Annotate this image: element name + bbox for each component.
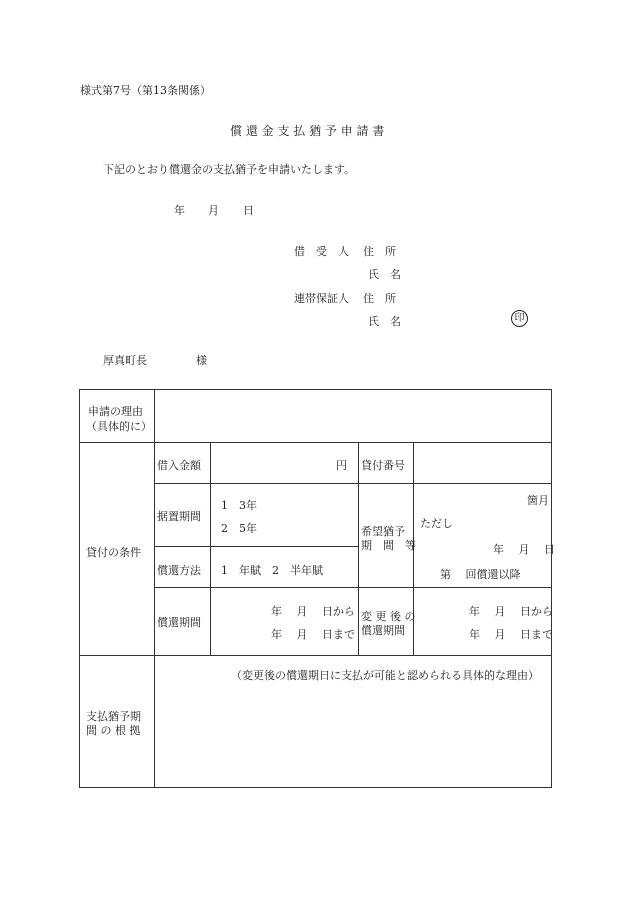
borrower-label: 借 受 人 (294, 245, 349, 258)
loan-amount-label: 借入金額 (157, 459, 201, 472)
grounds-label-2: 間 の 根 拠 (86, 724, 141, 737)
desired-date: 年 月 日 (493, 543, 555, 556)
guarantor-name-label: 氏 名 (368, 315, 401, 328)
seal-mark: 印 (511, 310, 528, 327)
yen-unit: 円 (336, 459, 347, 472)
borrower-address-label: 住 所 (363, 245, 396, 258)
repay-period-label: 償還期間 (157, 616, 201, 629)
repay-period-until: 年 月 日まで (271, 628, 355, 641)
intro-text: 下記のとおり償還金の支払猶予を申請いたします。 (103, 163, 356, 176)
date-day: 日 (243, 204, 254, 217)
tadashi-text: ただし (420, 517, 453, 530)
reason-label-1: 申請の理由 (88, 405, 143, 418)
loan-number-label: 貸付番号 (361, 459, 405, 472)
desired-label-2: 期 間 等 (361, 539, 416, 552)
changed-period-until: 年 月 日まで (469, 628, 553, 641)
deferment-label: 据置期間 (157, 510, 201, 523)
borrower-name-label: 氏 名 (368, 268, 401, 281)
changed-period-label-1: 変 更 後 の (361, 610, 416, 623)
loan-conditions-label: 貸付の条件 (86, 546, 141, 559)
changed-period-from: 年 月 日から (469, 605, 553, 618)
guarantor-address-label: 住 所 (363, 292, 396, 305)
changed-period-label-2: 償還期間 (361, 624, 405, 637)
deferment-option-1: 1 3年 (221, 499, 257, 512)
repay-method-options: 1 年賦 2 半年賦 (221, 564, 323, 577)
repay-method-label: 償還方法 (157, 564, 201, 577)
desired-label-1: 希望猶予 (361, 525, 405, 538)
guarantor-label: 連帯保証人 (294, 292, 349, 305)
page-title: 償 還 金 支 払 猶 予 申 請 書 (230, 124, 385, 138)
date-year: 年 (174, 204, 185, 217)
grounds-note: （変更後の償還期日に支払が可能と認められる具体的な理由） (231, 669, 539, 682)
repay-period-from: 年 月 日から (271, 605, 355, 618)
grounds-label-1: 支払猶予期 (86, 710, 141, 723)
date-month: 月 (208, 204, 219, 217)
reason-label-2: （具体的に） (86, 420, 152, 433)
addressee-honorific: 様 (196, 354, 207, 367)
addressee-name: 厚真町長 (103, 354, 147, 367)
form-number: 様式第7号（第13条関係） (80, 84, 211, 97)
from-nth-repayment: 第 回償還以降 (440, 568, 521, 581)
deferment-option-2: 2 5年 (221, 522, 257, 535)
months-unit: 箇月 (527, 494, 549, 507)
